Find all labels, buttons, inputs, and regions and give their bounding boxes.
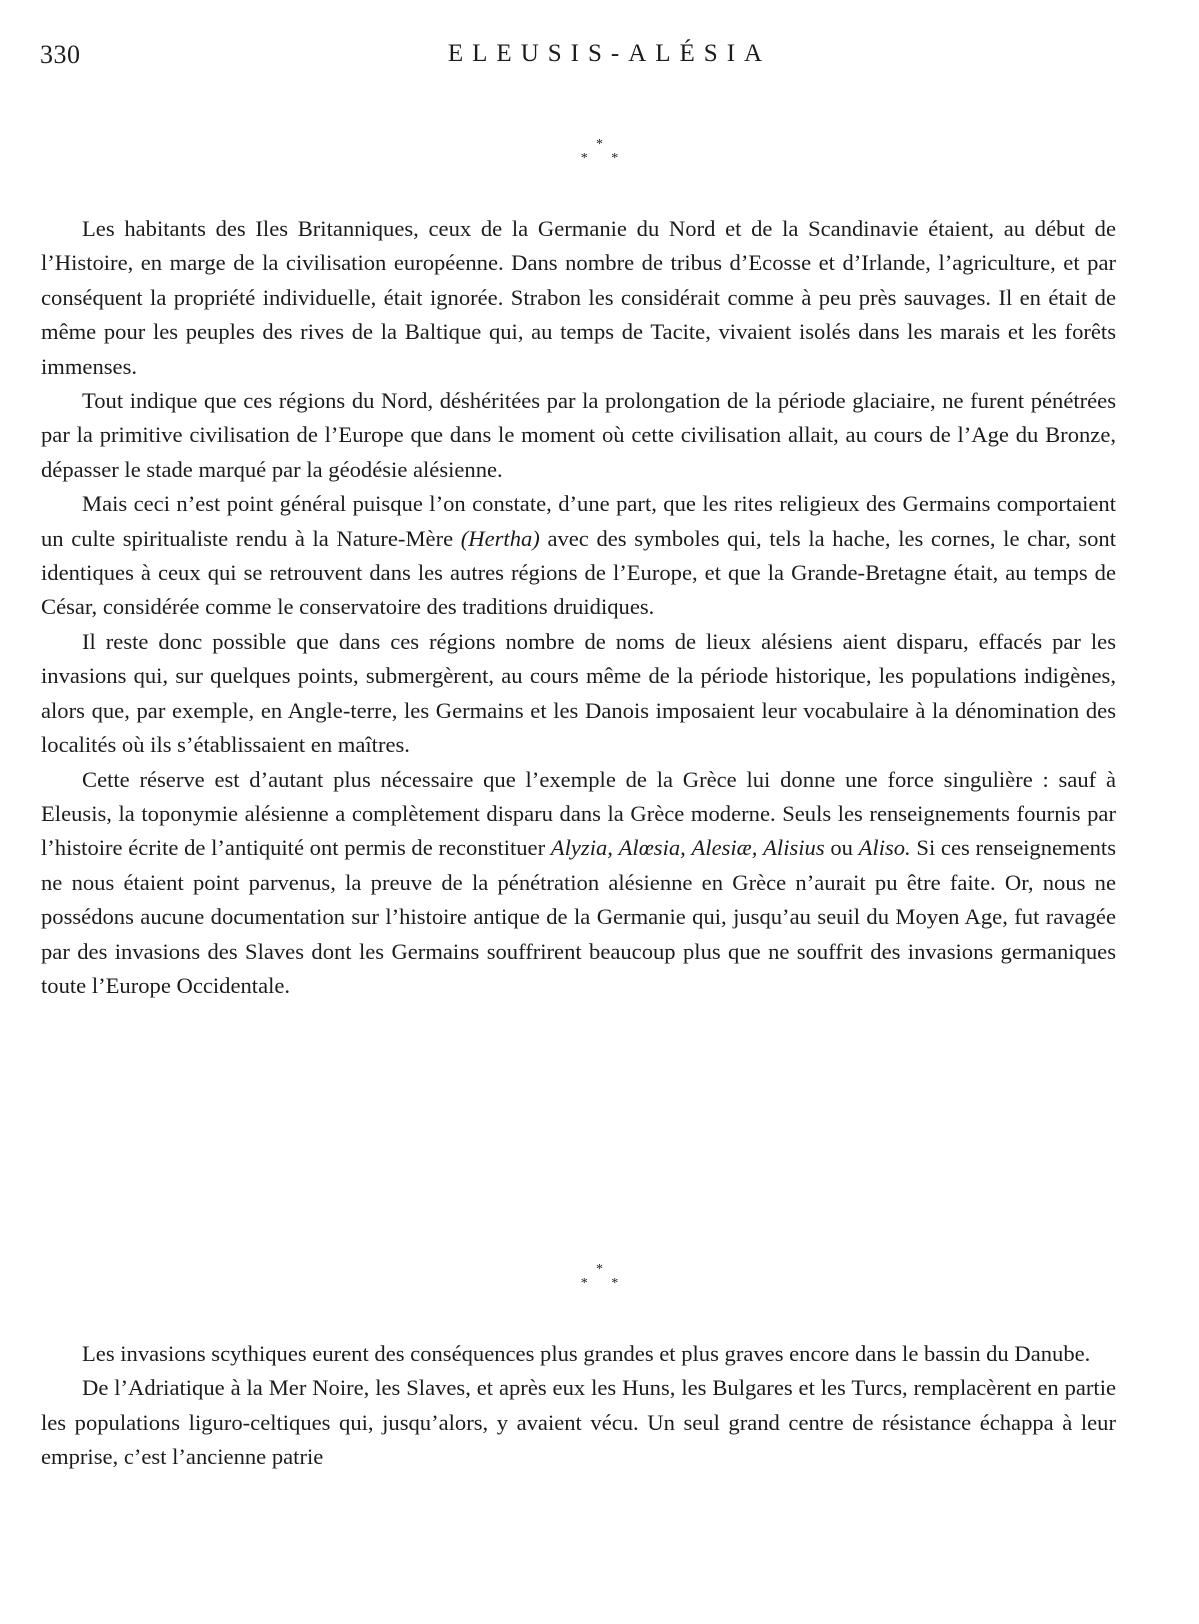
place-name-alesiae: Alesiæ, [691, 835, 758, 861]
asterism-bottom: * * [580, 1276, 629, 1291]
hertha-italic: (Hertha) [460, 525, 540, 551]
asterism-bottom: * * [580, 151, 629, 166]
place-name-alcesia: Alœsia, [618, 835, 686, 861]
page-number: 330 [40, 40, 81, 69]
running-title: ELEUSIS-ALÉSIA [447, 40, 772, 67]
paragraph-2: Tout indique que ces régions du Nord, déshéritées par la prolongation de la période glaciaire, ne furent pénétrées par la primitive civilisation de l’Europe que dans le moment où cette civilisation allait, au cours de l’Age du Bronze, dépasser le stade marqué par la géodésie alésienne. [41, 388, 1116, 482]
asterism-top: * [596, 137, 603, 152]
paragraph-6: Les invasions scythiques eurent des conséquences plus grandes et plus graves encore dans le bassin du Danube. [82, 1341, 1091, 1366]
paragraph-1: Les habitants des Iles Britanniques, ceux de la Germanie du Nord et de la Scandinavie étaient, au début de l’Histoire, en marge de la civilisation européenne. Dans nombre de tribus d’Ecosse et d’Irlande, l’agriculture, et par conséquent la propriété individuelle, était ignorée. Strabon les considérait comme à peu près sauvages. Il en était de même pour les peuples des rives de la Baltique qui, au temps de Tacite, vivaient isolés dans les marais et les forêts immenses. [41, 216, 1116, 379]
section-divider-asterism-2 [0, 1263, 1199, 1291]
paragraph-3-part-b: avec des symboles qui, tels la hache, les cornes, le char, sont identiques à ceux qui se retrouvent dans les autres régions de l’Europe, et que la Grande-Bretagne était, au temps de César, considérée comme le conservatoire des traditions druidiques. [41, 525, 1117, 620]
paragraph-3 [41, 487, 1116, 625]
place-name-alyzia: Alyzia, [550, 835, 613, 861]
paragraph-5-part-b: Si ces renseignements ne nous étaient point parvenus, la preuve de la pénétration alésienne en Grèce n’aurait pu être faite. Or, nous ne possédons aucune documentation sur l’histoire antique de la Germanie qui, jusqu’au seuil du Moyen Age, fut ravagée par des invasions des Slaves dont les Germains souffrirent beaucoup plus que ne souffrit des invasions germaniques toute l’Europe Occidentale. [41, 835, 1117, 998]
conjunction-ou: ou [824, 835, 859, 861]
paragraph-3-part-a: Mais ceci n’est point général puisque l’on constate, d’une part, que les rites religieux des Germains comportaient un culte spiritualiste rendu à la Nature-Mère [41, 491, 1116, 551]
paragraph-5 [41, 763, 1116, 1004]
section-divider-asterism [0, 138, 1199, 166]
section-2-text [41, 1337, 1116, 1475]
asterism-top: * [596, 1262, 603, 1277]
paragraph-7: De l’Adriatique à la Mer Noire, les Slaves, et après eux les Huns, les Bulgares et les Turcs, remplacèrent en partie les populations liguro-celtiques qui, jusqu’alors, y avaient vécu. Un seul grand centre de résistance échappa à leur emprise, c’est l’ancienne patrie [41, 1375, 1116, 1470]
place-name-aliso: Aliso. [858, 835, 911, 861]
section-1-text [41, 212, 1116, 1003]
place-name-alisius: Alisius [763, 835, 825, 861]
paragraph-5-part-a: Cette réserve est d’autant plus nécessaire que l’exemple de la Grèce lui donne une force singulière : sauf à Eleusis, la toponymie alésienne a complètement disparu dans la Grèce moderne. Seuls les renseignements fournis par l’histoire écrite de l’antiquité ont permis de reconstituer [41, 766, 1116, 861]
paragraph-4: Il reste donc possible que dans ces régions nombre de noms de lieux alésiens aient disparu, effacés par les invasions qui, sur quelques points, submergèrent, au cours même de la période historique, les populations indigènes, alors que, par exemple, en Angle-terre, les Germains et les Danois imposaient leur vocabulaire à la dénomination des localités où ils s’établissaient en maîtres. [41, 628, 1116, 758]
